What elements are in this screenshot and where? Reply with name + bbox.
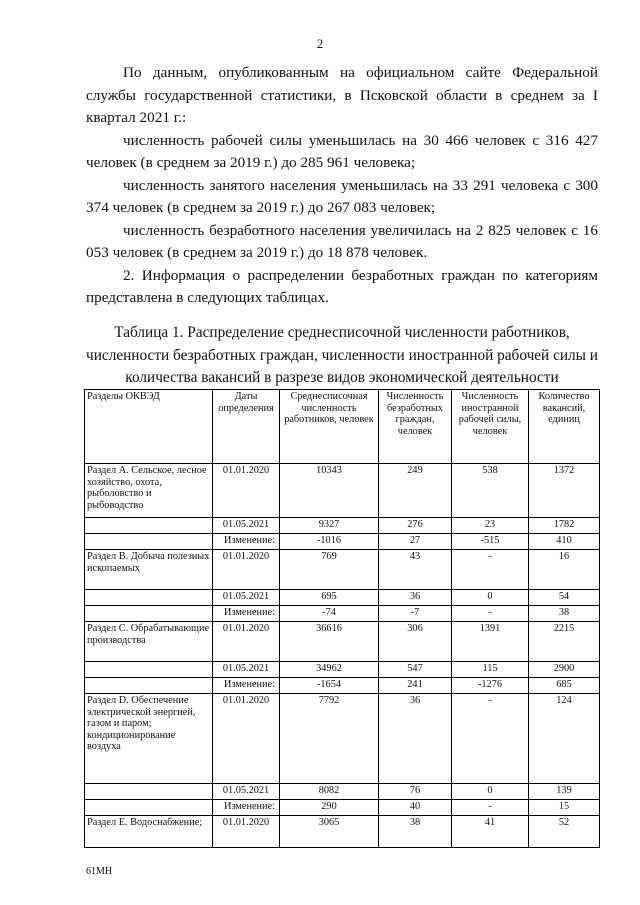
value-cell: 38 [379,816,452,848]
table-row [85,606,600,622]
table-row [85,800,600,816]
empty-cell [85,606,213,622]
value-cell: - [452,550,529,590]
date-cell: 01.01.2020 [213,464,280,518]
value-cell: 290 [280,800,379,816]
value-cell: 249 [379,464,452,518]
value-cell: 36 [379,590,452,606]
value-cell: 124 [529,694,600,784]
empty-cell [85,534,213,550]
table-row [85,550,600,590]
value-cell: 695 [280,590,379,606]
value-cell: -1276 [452,678,529,694]
value-cell: -1654 [280,678,379,694]
value-cell: 3065 [280,816,379,848]
value-cell: 685 [529,678,600,694]
value-cell: - [452,606,529,622]
date-cell: 01.05.2021 [213,662,280,678]
value-cell: 76 [379,784,452,800]
value-cell: 547 [379,662,452,678]
section-name: Раздел В. Добыча полезных ископаемых [85,550,213,590]
table-row [85,662,600,678]
header-avg-employees: Среднесписочная численность работников, человек [280,390,379,464]
intro-text [86,62,598,310]
header-vacancies: Количество вакансий, единиц [529,390,600,464]
change-label: Изменение: [213,534,280,550]
value-cell: 54 [529,590,600,606]
date-cell: 01.01.2020 [213,550,280,590]
header-dates: Даты определения [213,390,280,464]
intro-paragraph-5: 2. Информация о распределении безработных граждан по категориям представлена в следующих таблицах. [86,266,598,306]
table-row [85,464,600,518]
page-number: 2 [316,36,324,51]
table-row [85,518,600,534]
value-cell: 41 [452,816,529,848]
value-cell: -7 [379,606,452,622]
value-cell: 538 [452,464,529,518]
header-foreign-workers: Численность иностранной рабочей силы, человек [452,390,529,464]
value-cell: 1782 [529,518,600,534]
value-cell: 410 [529,534,600,550]
table-row [85,816,600,848]
empty-cell [85,800,213,816]
value-cell: 7792 [280,694,379,784]
date-cell: 01.01.2020 [213,816,280,848]
intro-paragraph-3: численность занятого населения уменьшилась на 33 291 человека с 300 374 человек (в среднем за 2019 г.) до 267 083 человек; [86,176,598,216]
intro-paragraph-4: численность безработного населения увеличилась на 2 825 человек с 16 053 человек (в среднем за 2019 г.) до 18 878 человек. [86,221,598,261]
table-row [85,784,600,800]
value-cell: 1372 [529,464,600,518]
value-cell: 40 [379,800,452,816]
value-cell: - [452,694,529,784]
value-cell: 306 [379,622,452,662]
change-label: Изменение: [213,678,280,694]
change-label: Изменение: [213,606,280,622]
value-cell: 34962 [280,662,379,678]
date-cell: 01.05.2021 [213,784,280,800]
value-cell: 0 [452,784,529,800]
value-cell: 15 [529,800,600,816]
value-cell: -1016 [280,534,379,550]
value-cell: 23 [452,518,529,534]
value-cell: 52 [529,816,600,848]
table-row [85,694,600,784]
value-cell: - [452,800,529,816]
table-row [85,622,600,662]
empty-cell [85,662,213,678]
document-code: 61МН [86,866,113,877]
value-cell: -515 [452,534,529,550]
intro-paragraph-2: численность рабочей силы уменьшилась на 30 466 человек с 316 427 человек (в среднем за 2019 г.) до 285 961 человека; [86,131,598,171]
intro-paragraph-1: По данным, опубликованным на официальном сайте Федеральной службы государственной статистики, в Псковской области в среднем за I квартал 2021 г.: [86,64,598,126]
date-cell: 01.01.2020 [213,694,280,784]
date-cell: 01.01.2020 [213,622,280,662]
value-cell: 276 [379,518,452,534]
value-cell: 2900 [529,662,600,678]
change-label: Изменение: [213,800,280,816]
okved-table [84,389,600,848]
value-cell: 0 [452,590,529,606]
value-cell: 27 [379,534,452,550]
value-cell: 1391 [452,622,529,662]
table-row [85,590,600,606]
value-cell: 43 [379,550,452,590]
date-cell: 01.05.2021 [213,590,280,606]
section-name: Раздел Е. Водоснабжение; [85,816,213,848]
value-cell: 115 [452,662,529,678]
table-header-row [85,390,600,464]
empty-cell [85,518,213,534]
value-cell: 8082 [280,784,379,800]
value-cell: 241 [379,678,452,694]
value-cell: 9327 [280,518,379,534]
section-name: Раздел А. Сельское, лесное хозяйство, охота, рыболовство и рыбоводство [85,464,213,518]
table-row [85,678,600,694]
value-cell: 769 [280,550,379,590]
value-cell: 36616 [280,622,379,662]
header-okved: Разделы ОКВЭД [85,390,213,464]
table-row [85,534,600,550]
value-cell: 139 [529,784,600,800]
empty-cell [85,784,213,800]
empty-cell [85,678,213,694]
empty-cell [85,590,213,606]
value-cell: 38 [529,606,600,622]
value-cell: 16 [529,550,600,590]
header-unemployed: Численность безработных граждан, человек [379,390,452,464]
value-cell: 36 [379,694,452,784]
value-cell: 2215 [529,622,600,662]
table-caption: Таблица 1. Распределение среднесписочной численности работников, численности безработных граждан, численности иностранной рабочей силы и количества вакансий в разрезе видов экономической деятельности [86,324,598,386]
section-name: Раздел С. Обрабатывающие производства [85,622,213,662]
value-cell: 10343 [280,464,379,518]
date-cell: 01.05.2021 [213,518,280,534]
section-name: Раздел D. Обеспечение электрической энергией, газом и паром; кондиционирование воздуха [85,694,213,784]
value-cell: -74 [280,606,379,622]
